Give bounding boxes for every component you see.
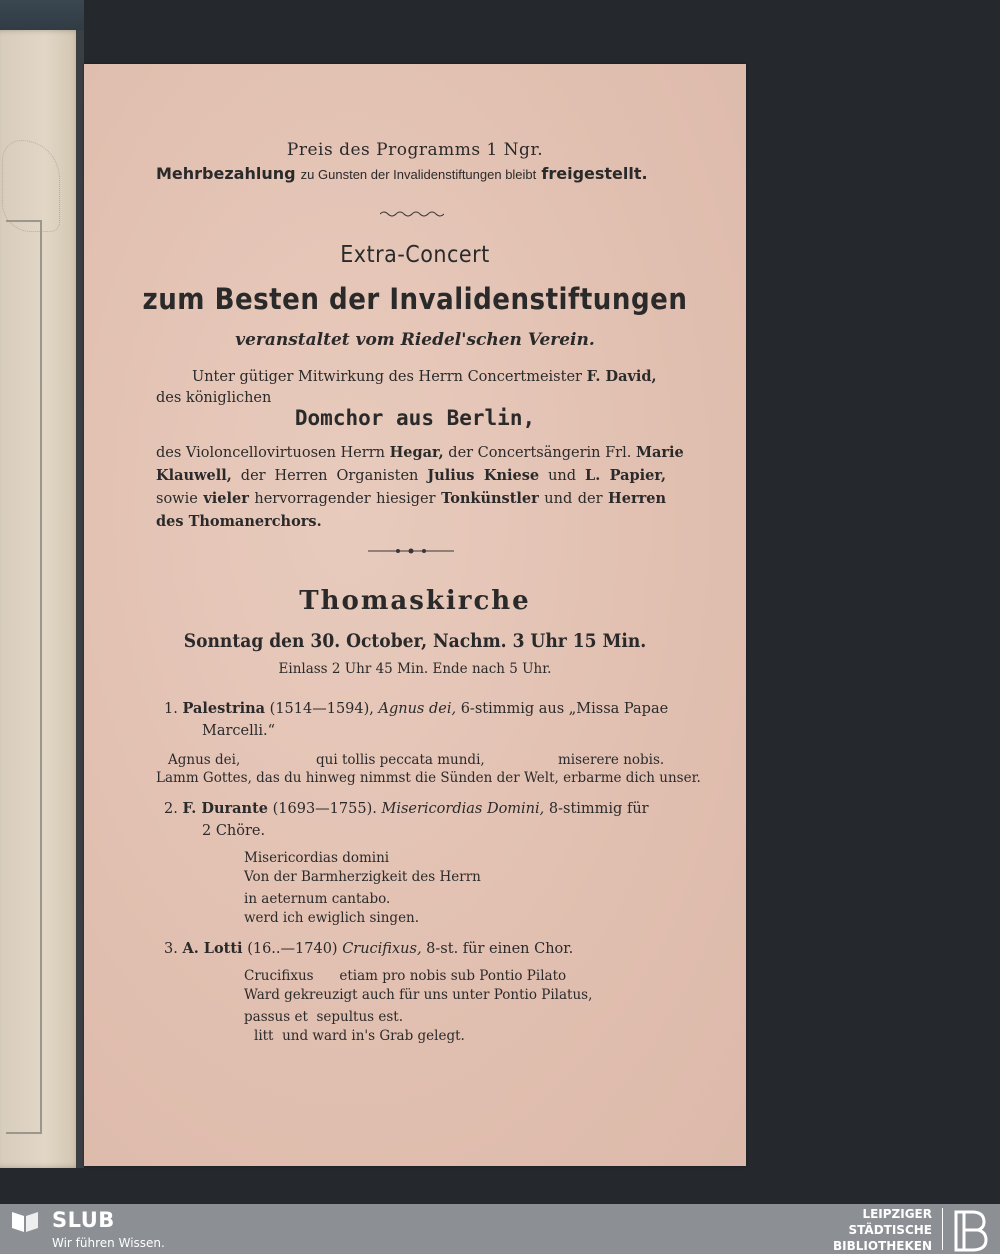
work-title: Agnus dei, bbox=[378, 701, 457, 717]
work-title: Misericordias Domini, bbox=[381, 801, 545, 817]
item-number: 1. bbox=[164, 701, 178, 717]
cast-emphasis: Tonkünstler bbox=[441, 490, 539, 507]
venue-heading: Thomaskirche bbox=[299, 586, 531, 616]
composer-name: F. Durante bbox=[182, 800, 269, 817]
latin-text: Crucifixus etiam pro nobis sub Pontio Pilato bbox=[244, 968, 567, 984]
concert-program-sheet bbox=[84, 64, 746, 1166]
german-translation: Von der Barmherzigkeit des Herrn bbox=[244, 869, 481, 885]
cast-emphasis: vieler bbox=[203, 490, 249, 507]
cast-emphasis: des Thomanerchors. bbox=[156, 513, 322, 530]
performer-name: Marie bbox=[635, 444, 684, 461]
german-translation: litt und ward in's Grab gelegt. bbox=[254, 1028, 465, 1044]
work-title: Crucifixus, bbox=[342, 941, 422, 957]
composer-years: (1514—1594), bbox=[269, 701, 374, 717]
performer-name: Julius Kniese bbox=[427, 467, 540, 484]
page-ornament bbox=[2, 140, 60, 232]
cast-text: sowie bbox=[156, 491, 198, 507]
cast-text: und der bbox=[544, 491, 603, 507]
slub-logo-icon bbox=[10, 1210, 40, 1234]
performer-name: Klauwell, bbox=[156, 467, 232, 484]
work-description: 8-stimmig für bbox=[548, 801, 649, 817]
latin-text: Misericordias domini bbox=[244, 850, 390, 866]
program-item-1 bbox=[164, 700, 668, 717]
item-number: 2. bbox=[164, 801, 178, 817]
wavy-divider bbox=[380, 210, 444, 218]
cast-text: und bbox=[548, 468, 577, 484]
concert-title: Extra-Concert bbox=[340, 242, 490, 268]
program-item-3 bbox=[164, 940, 573, 957]
work-description: 8-st. für einen Chor. bbox=[426, 941, 574, 957]
surcharge-part1: Mehrbezahlung bbox=[156, 164, 296, 183]
cast-text: des Violoncellovirtuosen Herrn bbox=[156, 445, 385, 461]
library-name-line: BIBLIOTHEKEN bbox=[832, 1239, 932, 1253]
composer-name: A. Lotti bbox=[182, 940, 243, 957]
intro-line-2: des königlichen bbox=[156, 390, 272, 406]
item-2-continuation: 2 Chöre. bbox=[202, 823, 266, 839]
cast-line-1 bbox=[156, 444, 684, 461]
ornamental-divider bbox=[368, 546, 454, 556]
surcharge-part3: freigestellt. bbox=[541, 164, 648, 183]
german-translation: Ward gekreuzigt auch für uns unter Pontio Pilatus, bbox=[244, 987, 593, 1003]
program-price: Preis des Programms 1 Ngr. bbox=[286, 140, 544, 160]
program-item-2 bbox=[164, 800, 649, 817]
cast-text: der Herren Organisten bbox=[240, 468, 419, 484]
performer-name: Hegar, bbox=[389, 444, 444, 461]
intro-line-1 bbox=[192, 368, 657, 385]
german-translation: werd ich ewiglich singen. bbox=[244, 910, 420, 926]
performer-name: F. David, bbox=[586, 368, 657, 385]
german-translation: Lamm Gottes, das du hinweg nimmst die Sünden der Welt, erbarme dich unser. bbox=[156, 770, 701, 786]
cast-text: hervorragender hiesiger bbox=[254, 491, 436, 507]
page-edge bbox=[76, 30, 84, 1168]
latin-text: in aeternum cantabo. bbox=[244, 891, 391, 907]
performer-name: L. Papier, bbox=[585, 467, 667, 484]
cast-line-4 bbox=[156, 513, 666, 530]
intro-text: Unter gütiger Mitwirkung des Herrn Concertmeister bbox=[192, 369, 582, 385]
latin-text: miserere nobis. bbox=[558, 752, 665, 768]
concert-date: Sonntag den 30. October, Nachm. 3 Uhr 15 Min. bbox=[183, 630, 647, 652]
latin-text: passus et sepultus est. bbox=[244, 1009, 404, 1025]
cast-line-2 bbox=[156, 467, 666, 484]
library-name bbox=[772, 1206, 932, 1254]
composer-years: (16..—1740) bbox=[247, 941, 338, 957]
composer-name: Palestrina bbox=[182, 700, 266, 717]
cast-line-3 bbox=[156, 490, 666, 507]
organizer-line: veranstaltet vom Riedel'schen Verein. bbox=[235, 330, 595, 350]
library-logo-icon bbox=[950, 1208, 990, 1252]
cast-emphasis: Herren bbox=[608, 490, 667, 507]
library-name-line: LEIPZIGER bbox=[862, 1207, 932, 1221]
page-border-frame bbox=[6, 220, 42, 1134]
composer-years: (1693—1755). bbox=[272, 801, 377, 817]
latin-text: qui tollis peccata mundi, bbox=[316, 752, 485, 768]
concert-subtitle: zum Besten der Invalidenstiftungen bbox=[142, 282, 688, 316]
footer-divider bbox=[942, 1208, 943, 1250]
footer-bar bbox=[0, 1204, 1000, 1254]
item-number: 3. bbox=[164, 941, 178, 957]
left-facing-page bbox=[0, 30, 82, 1168]
library-name-line: STÄDTISCHE bbox=[848, 1223, 932, 1237]
slub-tagline: Wir führen Wissen. bbox=[52, 1236, 165, 1250]
cast-text: der Concertsängerin Frl. bbox=[448, 445, 632, 461]
surcharge-part2: zu Gunsten der Invalidenstiftungen bleibt bbox=[300, 167, 537, 182]
choir-heading: Domchor aus Berlin, bbox=[294, 406, 536, 430]
admission-times: Einlass 2 Uhr 45 Min. Ende nach 5 Uhr. bbox=[278, 661, 552, 677]
slub-name: SLUB bbox=[52, 1208, 115, 1232]
latin-text: Agnus dei, bbox=[168, 752, 241, 768]
item-1-continuation: Marcelli.“ bbox=[202, 723, 276, 739]
surcharge-note bbox=[156, 164, 648, 183]
work-description: 6-stimmig aus „Missa Papae bbox=[460, 701, 669, 717]
